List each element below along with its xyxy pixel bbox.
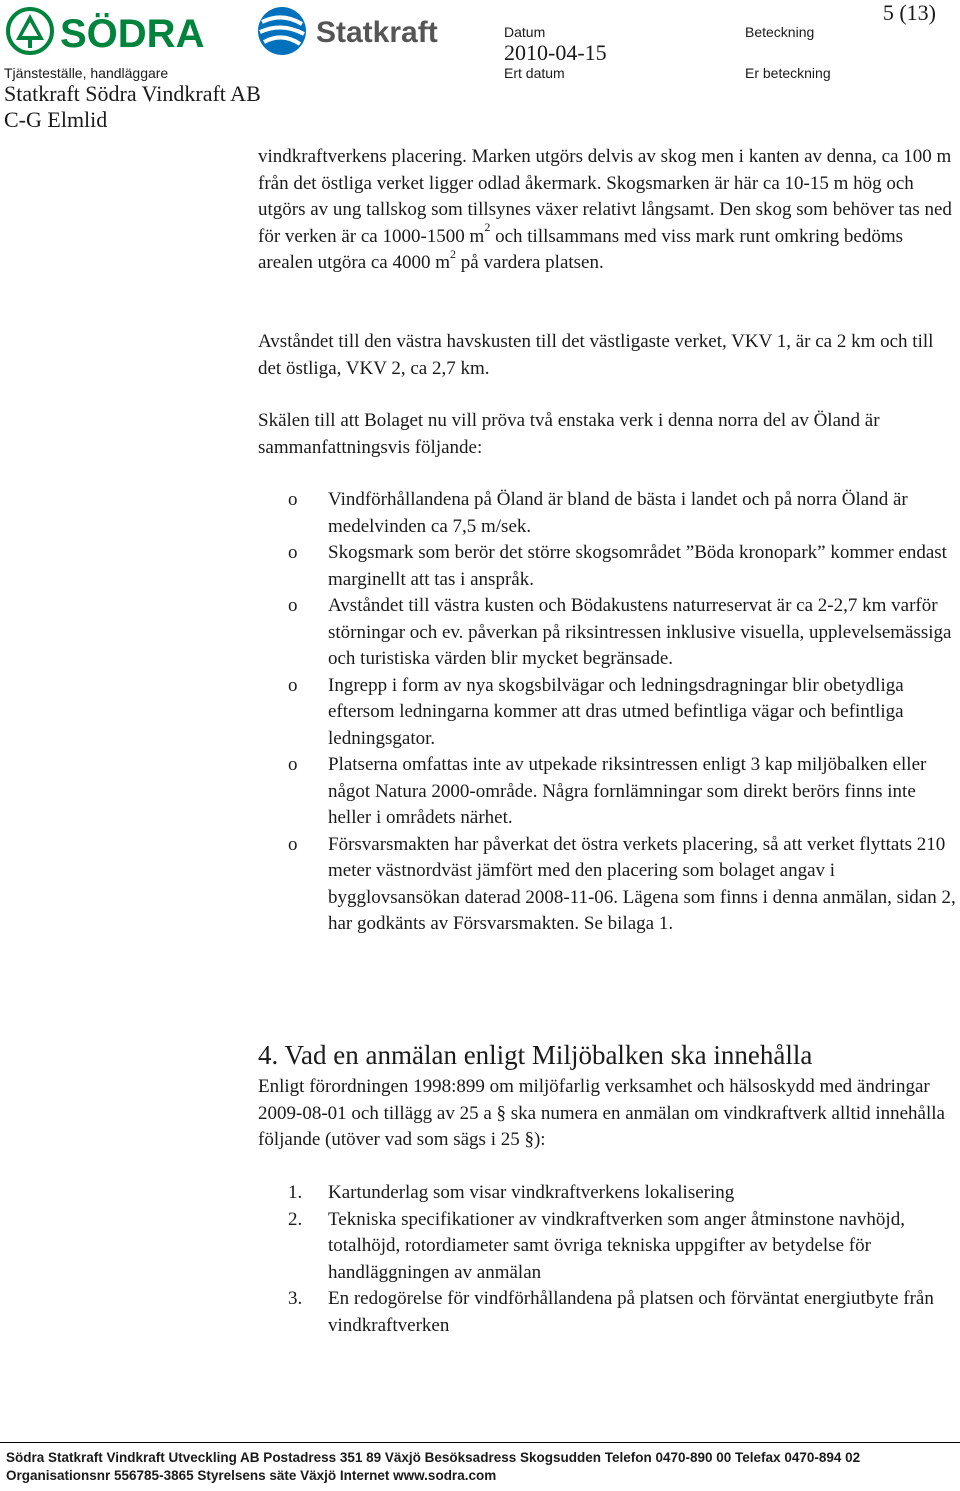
paragraph-reasons-intro: Skälen till att Bolaget nu vill pröva två enstaka verk i denna norra del av Öland är sammanfattningsvis följande:	[258, 410, 880, 458]
org-name: Statkraft Södra Vindkraft AB	[4, 81, 261, 106]
section-heading: 4. Vad en anmälan enligt Miljöbalken ska innehålla	[258, 1040, 813, 1070]
reasons-list	[288, 487, 958, 938]
bullet-marker: o	[288, 489, 298, 510]
list-item	[288, 752, 958, 832]
list-item-text: Vindförhållandena på Öland är bland de bästa i landet och på norra Öland är medelvinden ca 7,5 m/sek.	[328, 489, 908, 537]
list-item	[288, 673, 958, 753]
paragraph-regulation: Enligt förordningen 1998:899 om miljöfarlig verksamhet och hälsoskydd med ändringar 2009-08-01 och tillägg av 25 a § ska numera en anmälan om vindkraftverk alltid innehålla följande (utöver vad som sägs i 25 §):	[258, 1076, 945, 1150]
datum-label: Datum	[504, 24, 546, 40]
item-number: 2.	[288, 1208, 303, 1230]
beteckning-label: Beteckning	[745, 24, 815, 40]
list-item	[288, 540, 958, 593]
paragraph-distance: Avståndet till den västra havskusten till det västligaste verket, VKV 1, är ca 2 km och till det östliga, VKV 2, ca 2,7 km.	[258, 331, 934, 379]
list-item	[288, 487, 958, 540]
numbered-item-text: Kartunderlag som visar vindkraftverkens lokalisering	[328, 1182, 735, 1203]
list-item	[288, 832, 958, 938]
bullet-marker: o	[288, 595, 298, 616]
numbered-item	[288, 1286, 958, 1339]
item-number: 1.	[288, 1182, 303, 1203]
list-item	[288, 593, 958, 673]
footer-divider	[0, 1442, 960, 1443]
sodra-logo	[4, 4, 240, 58]
list-item-text: Försvarsmakten har påverkat det östra verkets placering, så att verket flyttats 210 meter västnordväst jämfört med den placering som bolaget angav i bygglovsansökan daterad 2008-11-06. Lägena som finns i denna anmälan, sidan 2, har godkänts av Försvarsmakten. Se bilaga 1.	[328, 833, 956, 934]
requirements-list	[288, 1180, 958, 1339]
numbered-item	[288, 1180, 958, 1207]
bullet-marker: o	[288, 542, 298, 563]
numbered-item	[288, 1207, 958, 1287]
statkraft-logo	[256, 4, 456, 58]
footer-line-2: Organisationsnr 556785-3865 Styrelsens säte Växjö Internet www.sodra.com	[6, 1468, 497, 1483]
list-item-text: Platserna omfattas inte av utpekade riksintressen enligt 3 kap miljöbalken eller något Natura 2000-område. Några fornlämningar som direkt berörs finns inte heller i områdets närhet.	[328, 754, 927, 828]
paragraph-site-description	[258, 144, 958, 277]
footer-line-1: Södra Statkraft Vindkraft Utveckling AB Postadress 351 89 Växjö Besöksadress Skogsudden Telefon 0470-890 00 Telefax 0470-894 02	[6, 1450, 861, 1465]
list-item-text: Ingrepp i form av nya skogsbilvägar och ledningsdragningar blir obetydliga eftersom ledningarna kommer att dras utmed befintliga vägar och befintliga ledningsgator.	[328, 674, 904, 749]
bullet-marker: o	[288, 833, 298, 855]
para1-part-c: och tillsammans med viss mark runt omkring bedöms arealen utgöra ca 4000 m	[258, 225, 904, 273]
para1-part-a: vindkraftverkens placering. Marken utgörs delvis av skog men i kanten av denna, ca 100 m från det östliga verket ligger odlad åkermark. Skogsmarken är här ca 10-15 m hög och utgörs av ung tallskog som tillsynes växer relativt långsamt.	[258, 146, 952, 220]
er-beteckning-label: Er beteckning	[745, 65, 831, 81]
handlaggare-name: C-G Elmlid	[4, 107, 108, 132]
para1-part-d: på vardera platsen.	[456, 252, 604, 273]
para1-part-b: Den skog som behöver tas ned för verken är ca 1000-1500 m	[258, 199, 952, 247]
bullet-marker: o	[288, 674, 298, 696]
para1-superscript-1: 2	[484, 220, 491, 235]
ert-datum-label: Ert datum	[504, 65, 565, 81]
numbered-item-text: Tekniska specifikationer av vindkraftverken som anger åtminstone navhöjd, totalhöjd, rotordiameter samt övriga tekniska uppgifter av betydelse för handläggningen av anmälan	[328, 1208, 905, 1283]
list-item-text: Skogsmark som berör det större skogsområdet ”Böda kronopark” kommer endast marginellt att tas i anspråk.	[328, 542, 947, 590]
page-number: 5 (13)	[882, 0, 936, 25]
datum-value: 2010-04-15	[504, 40, 607, 65]
sodra-logo-text: SÖDRA	[60, 12, 205, 56]
numbered-item-text: En redogörelse för vindförhållandena på platsen och förväntat energiutbyte från vindkraftverken	[328, 1288, 934, 1336]
para1-superscript-2: 2	[450, 246, 457, 261]
list-item-text: Avståndet till västra kusten och Bödakustens naturreservat är ca 2-2,7 km varför störningar och ev. påverkan på riksintressen inklusive visuella, upplevelsemässiga och turistiska värden blir mycket begränsade.	[328, 595, 952, 669]
item-number: 3.	[288, 1288, 303, 1309]
statkraft-logo-text: Statkraft	[316, 16, 438, 49]
tjanstestalle-label: Tjänsteställe, handläggare	[4, 65, 169, 81]
bullet-marker: o	[288, 754, 298, 775]
